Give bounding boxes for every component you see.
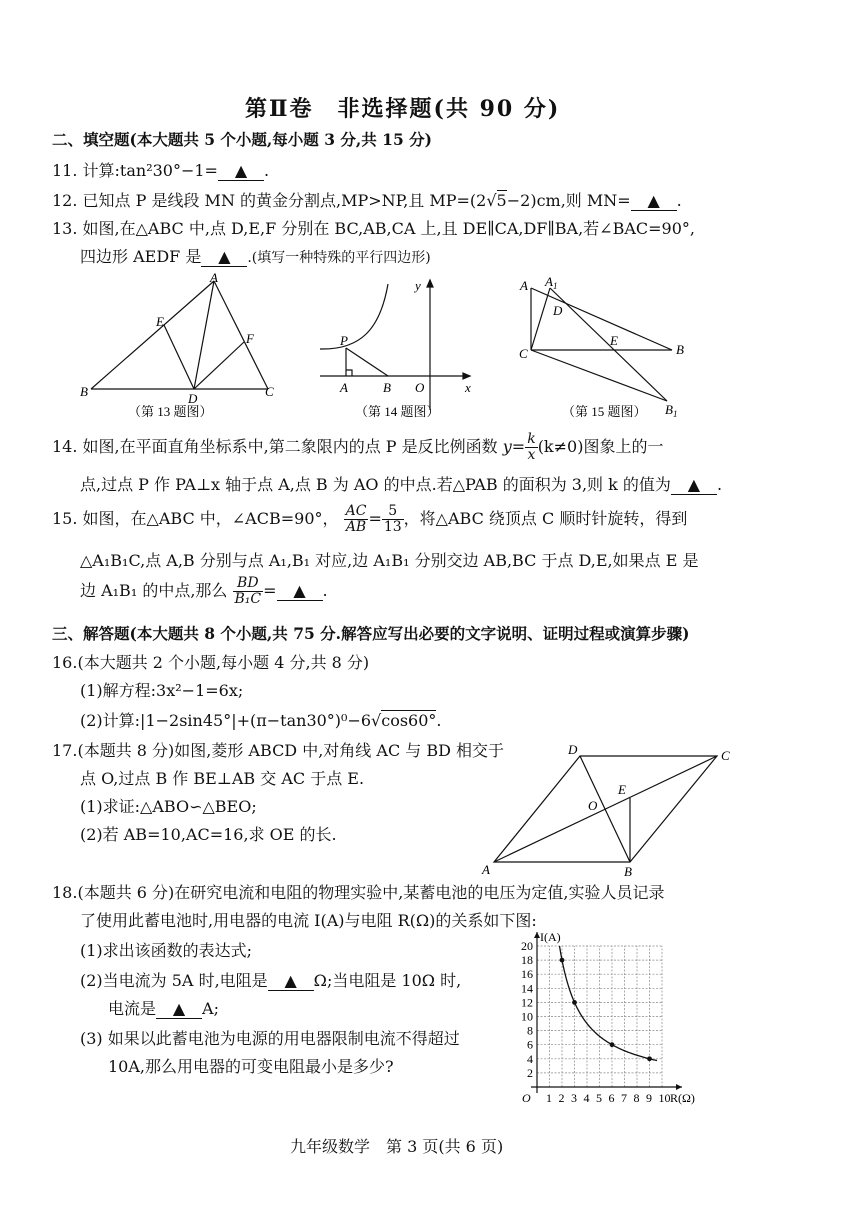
q15-frac3-num: BD xyxy=(233,576,264,592)
question-18-part3-line2: 10A,那么用电器的可变电阻最小是多少? xyxy=(108,1057,394,1076)
question-18-part2 xyxy=(80,968,461,991)
x-tick-label: 6 xyxy=(608,1091,615,1105)
fig15-label-c: C xyxy=(519,346,528,361)
question-16-part1: (1)解方程:3x²−1=6x; xyxy=(80,681,244,700)
q14-text-a: 14. 如图,在平面直角坐标系中,第二象限内的点 P 是反比例函数 xyxy=(52,437,498,456)
y-tick-label: 10 xyxy=(521,1009,533,1024)
data-point xyxy=(560,958,565,963)
fig14-label-x: x xyxy=(465,380,471,395)
question-15-line3: 边 A₁B₁ 的中点,那么 $\frac{BD}{\text{B₁C}}$ = ▲ . xyxy=(80,575,328,607)
q15-text-b: ，将△ABC 绕顶点 C 顺时针旋转，得到 xyxy=(403,509,688,528)
question-18-line1: 18.(本题共 6 分)在研究电流和电阻的物理实验中,某蓄电池的电压为定值,实验人员记录 xyxy=(52,883,665,902)
y-tick-label: 16 xyxy=(521,967,533,982)
question-13-line1: 13. 如图,在△ABC 中,点 D,E,F 分别在 BC,AB,CA 上,且 DE∥CA,DF∥BA,若∠BAC=90°, xyxy=(52,219,695,238)
x-tick-label: 5 xyxy=(596,1091,602,1105)
fig17-label-b: B xyxy=(624,864,632,879)
question-17-part2: (2)若 AB=10,AC=16,求 OE 的长. xyxy=(80,825,337,844)
q18-answer-blank-resistance: ▲ xyxy=(268,971,314,991)
fig14-caption: （第 14 题图） xyxy=(355,404,440,419)
fig14-label-y: y xyxy=(415,278,421,293)
fig13-label-c: C xyxy=(265,384,274,399)
q15-frac1-den: AB xyxy=(345,519,367,535)
fig17-label-e: E xyxy=(618,782,626,797)
q18-part2-text-b: Ω;当电阻是 10Ω 时, xyxy=(313,971,462,990)
y-tick-label: 14 xyxy=(521,981,533,996)
question-17-line1: 17.(本题共 8 分)如图,菱形 ABCD 中,对角线 AC 与 BD 相交于 xyxy=(52,741,505,760)
fig14-label-p: P xyxy=(340,333,348,348)
y-tick-label: 20 xyxy=(521,939,533,953)
x-tick-label: 2 xyxy=(558,1091,565,1105)
question-11: 11. 计算:tan²30°−1= ▲ . xyxy=(52,161,270,180)
q18-part2-text-a: (2)当电流为 5A 时,电阻是 xyxy=(80,971,268,990)
current-resistance-chart xyxy=(505,925,735,1110)
question-17-line2: 点 O,过点 B 作 BE⊥AB 交 AC 于点 E. xyxy=(80,769,365,788)
section-solve-heading: 三、解答题(本大题共 8 个小题,共 75 分.解答应写出必要的文字说明、证明过程或演算步骤) xyxy=(52,624,690,643)
question-18-part2-cont xyxy=(108,996,219,1019)
y-tick-label: 18 xyxy=(521,953,533,968)
fig15-label-a1-letter: A xyxy=(545,274,553,289)
fig15-label-e: E xyxy=(610,333,618,348)
figure-17-rhombus xyxy=(478,738,748,880)
page-title: 第Ⅱ卷 非选择题(共 90 分) xyxy=(245,96,561,122)
q14-frac-den: x xyxy=(527,447,536,463)
fig15-label-d: D xyxy=(553,303,563,318)
q18-part2-text-d: A; xyxy=(202,999,219,1018)
fig15-label-b: B xyxy=(676,342,684,357)
data-point xyxy=(610,1042,615,1047)
q14-answer-blank: ▲ xyxy=(671,475,717,495)
y-tick-label: 4 xyxy=(527,1051,533,1066)
x-tick-label: 9 xyxy=(646,1091,652,1105)
fig17-label-d: D xyxy=(568,742,578,757)
x-tick-label: 8 xyxy=(633,1091,640,1105)
origin-label: O xyxy=(522,1091,531,1105)
fig15-label-a1-sub: 1 xyxy=(552,281,558,291)
section-fill-blank-heading: 二、填空题(本大题共 5 个小题,每小题 3 分,共 15 分) xyxy=(52,130,432,149)
q15-frac2-num: 5 xyxy=(382,504,404,520)
q14-line2-text: 点,过点 P 作 PA⊥x 轴于点 A,点 B 为 AO 的中点.若△PAB 的面积为 3,则 k 的值为 xyxy=(80,475,671,494)
fig15-label-b1-sub: 1 xyxy=(672,409,678,419)
fig14-label-a: A xyxy=(340,380,348,395)
fig15-caption: （第 15 题图） xyxy=(562,404,647,419)
fig15-label-b1-letter: B xyxy=(665,402,673,417)
q15-frac3-den: B₁C xyxy=(234,591,262,607)
x-tick-label: 10 xyxy=(658,1091,671,1105)
question-15-line1 xyxy=(52,504,687,535)
fig17-label-c: C xyxy=(721,748,730,763)
fig13-label-d: D xyxy=(188,391,198,406)
x-tick-label: 1 xyxy=(546,1091,552,1105)
question-18-line2: 了使用此蓄电池时,用电器的电流 I(A)与电阻 R(Ω)的关系如下图: xyxy=(80,911,537,930)
figures-13-15 xyxy=(70,270,790,420)
q18-answer-blank-current: ▲ xyxy=(156,999,202,1019)
q14-condition: (k≠0)图象上的一 xyxy=(537,437,664,456)
q12-text-a: 12. 已知点 P 是线段 MN 的黄金分割点,MP>NP,且 MP=(2 xyxy=(52,191,487,210)
y-tick-label: 12 xyxy=(521,995,533,1010)
q13-line2b-text: .(填写一种特殊的平行四边形) xyxy=(247,250,431,266)
q12-answer-blank: ▲ xyxy=(631,191,677,211)
q15-text-a: 15. 如图，在△ABC 中，∠ACB=90°， xyxy=(52,509,339,528)
fig15-label-a1 xyxy=(544,274,557,291)
q13-line2-text: 四边形 AEDF 是 xyxy=(80,247,202,266)
fig13-label-a: A xyxy=(210,270,218,285)
y-tick-label: 6 xyxy=(527,1037,533,1052)
data-point xyxy=(647,1056,652,1061)
q12-text-b: −2)cm,则 MN= xyxy=(506,191,631,210)
fig14-label-b: B xyxy=(383,380,391,395)
fig17-label-a: A xyxy=(482,862,490,877)
fig17-label-o: O xyxy=(588,798,598,813)
q15-eq: = xyxy=(368,509,382,528)
q15-frac2-den: 13 xyxy=(383,519,402,535)
q11-text: 11. 计算:tan²30°−1= xyxy=(52,161,218,180)
y-tick-label: 2 xyxy=(527,1065,533,1080)
question-16-head: 16.(本大题共 2 个小题,每小题 4 分,共 8 分) xyxy=(52,653,370,672)
question-13-line2 xyxy=(80,244,431,267)
q16-part2-text: (2)计算:|1−2sin45°|+(π−tan30°)⁰−6 xyxy=(80,711,372,730)
question-16-part2: (2)计算:|1−2sin45°|+(π−tan30°)⁰−6√cos60°. xyxy=(80,711,442,730)
fig15-label-b1 xyxy=(665,402,677,419)
q13-answer-blank: ▲ xyxy=(201,247,247,267)
q16-part2-end: . xyxy=(436,711,442,730)
question-14-line1 xyxy=(52,432,663,463)
y-axis-label: I(A) xyxy=(540,930,561,944)
y-tick-label: 8 xyxy=(527,1023,533,1038)
question-15-line2: △A₁B₁C,点 A,B 分别与点 A₁,B₁ 对应,边 A₁B₁ 分别交边 AB,BC 于点 D,E,如果点 E 是 xyxy=(80,551,699,570)
q14-frac-num: k xyxy=(527,431,536,447)
fig13-label-f: F xyxy=(246,331,254,346)
data-point xyxy=(572,1000,577,1005)
x-axis-arrow xyxy=(676,1084,682,1090)
x-tick-label: 4 xyxy=(583,1091,590,1105)
fig13-label-b: B xyxy=(80,384,88,399)
q15-frac1-num: AC xyxy=(345,503,367,519)
fig13-label-e: E xyxy=(156,314,164,329)
q11-answer-blank: ▲ xyxy=(218,161,264,181)
fig14-label-o: O xyxy=(415,380,425,395)
question-12: 12. 已知点 P 是线段 MN 的黄金分割点,MP>NP,且 MP=(2√5−2)cm,则 MN= ▲ . xyxy=(52,191,682,210)
fig13-caption: （第 13 题图） xyxy=(128,404,213,419)
q15-answer-blank: ▲ xyxy=(277,581,323,601)
question-14-line2: 点,过点 P 作 PA⊥x 轴于点 A,点 B 为 AO 的中点.若△PAB 的面积为 3,则 k 的值为 ▲ . xyxy=(80,475,723,494)
question-17-part1: (1)求证:△ABO∽△BEO; xyxy=(80,797,257,816)
q15-eq2: = xyxy=(263,581,277,600)
figure-13 xyxy=(91,281,268,389)
question-18-part3-line1: (3) 如果以此蓄电池为电源的用电器限制电流不得超过 xyxy=(80,1029,460,1048)
question-18-part1: (1)求出该函数的表达式; xyxy=(80,941,253,960)
x-tick-label: 3 xyxy=(571,1091,577,1105)
q18-part2-text-c: 电流是 xyxy=(108,999,157,1018)
q15-line3-text: 边 A₁B₁ 的中点,那么 xyxy=(80,581,228,600)
x-axis-label: R(Ω) xyxy=(670,1091,695,1105)
page-footer: 九年级数学 第 3 页(共 6 页) xyxy=(290,1137,504,1156)
fig15-label-a: A xyxy=(520,278,528,293)
q12-sqrt: 5 xyxy=(496,191,507,210)
q16-part2-sqrt: cos60° xyxy=(381,711,437,730)
x-tick-label: 7 xyxy=(621,1091,627,1105)
q14-yeq: y= xyxy=(502,437,526,456)
